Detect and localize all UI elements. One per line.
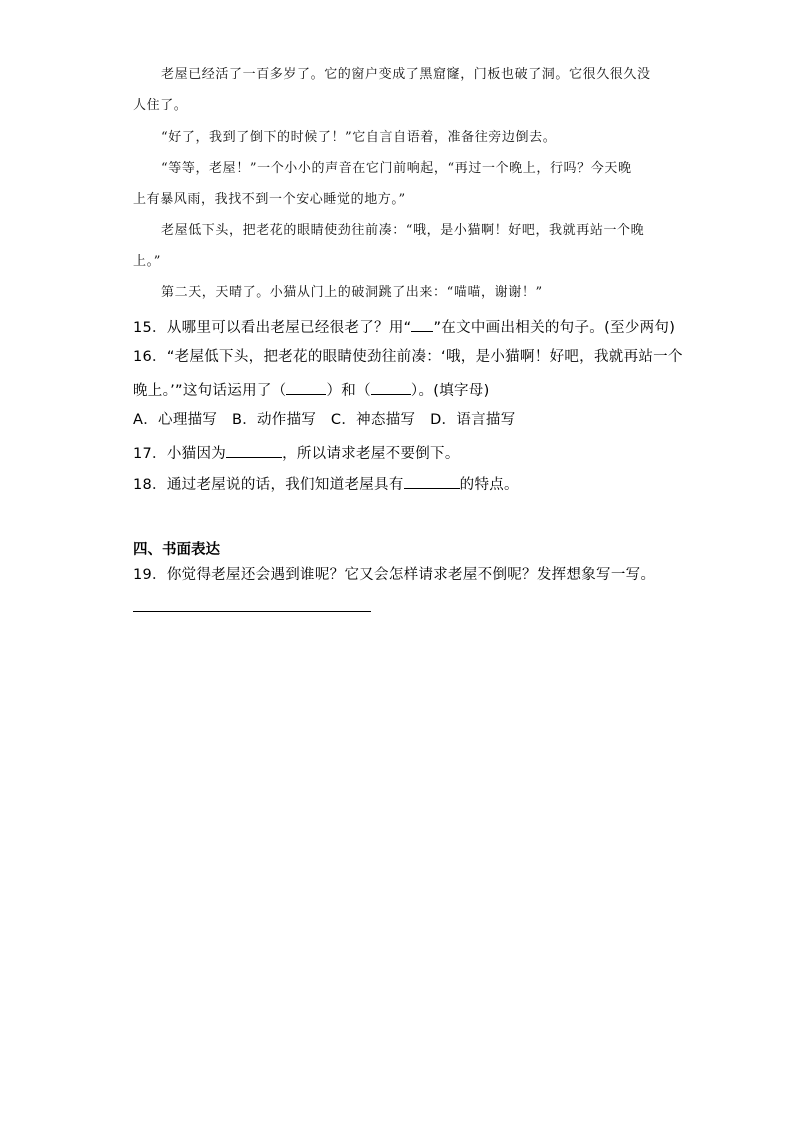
question-16-line-2	[133, 381, 490, 399]
question-15-text-end: ”在文中画出相关的句子。(至少两句)	[433, 320, 676, 336]
passage-paragraph-4-line-1: 老屋低下头，把老花的眼睛使劲往前凑：“哦，是小猫啊！好吧，我就再站一个晚	[161, 223, 645, 238]
question-17-blank[interactable]	[226, 444, 282, 458]
question-15	[133, 318, 675, 336]
passage-paragraph-1-line-2: 人住了。	[133, 98, 188, 113]
passage-paragraph-3-line-2: 上有暴风雨，我找不到一个安心睡觉的地方。”	[133, 192, 406, 207]
passage-paragraph-5: 第二天，天晴了。小猫从门上的破洞跳了出来：“喵喵，谢谢！”	[161, 285, 543, 300]
question-16-text-end: ）。(填字母)	[410, 383, 490, 399]
question-15-text-start: 15．从哪里可以看出老屋已经很老了？用“	[133, 320, 412, 336]
passage-paragraph-1-line-1: 老屋已经活了一百多岁了。它的窗户变成了黑窟窿，门板也破了洞。它很久很久没	[161, 67, 651, 82]
question-19-answer-line[interactable]	[133, 611, 371, 612]
question-18-blank[interactable]	[404, 475, 460, 489]
question-16-text-middle: ）和（	[326, 383, 371, 399]
question-18-text-end: 的特点。	[459, 477, 519, 493]
section-4-heading: 四、书面表达	[133, 542, 220, 558]
passage-paragraph-4-line-2: 上。”	[133, 254, 161, 269]
question-15-underline-sample	[411, 318, 433, 332]
question-17	[133, 444, 460, 462]
question-17-text-end: ，所以请求老屋不要倒下。	[282, 446, 460, 462]
passage-paragraph-2: “好了，我到了倒下的时候了！”它自言自语着，准备往旁边倒去。	[161, 130, 557, 145]
question-16-blank-2[interactable]	[371, 381, 411, 395]
question-17-text-start: 17．小猫因为	[133, 446, 227, 462]
question-16-line-1: 16．“老屋低下头，把老花的眼睛使劲往前凑：‘哦，是小猫啊！好吧，我就再站一个	[133, 349, 683, 365]
question-19: 19．你觉得老屋还会遇到谁呢？它又会怎样请求老屋不倒呢？发挥想象写一写。	[133, 567, 656, 583]
question-16-blank-1[interactable]	[286, 381, 326, 395]
question-16-options: A．心理描写 B．动作描写 C．神态描写 D．语言描写	[133, 412, 516, 428]
question-18	[133, 475, 519, 493]
question-16-text-start: 晚上。’”这句话运用了（	[133, 383, 287, 399]
passage-paragraph-3-line-1: “等等，老屋！”一个小小的声音在它门前响起，“再过一个晚上，行吗？今天晚	[161, 161, 632, 176]
question-18-text-start: 18．通过老屋说的话，我们知道老屋具有	[133, 477, 404, 493]
